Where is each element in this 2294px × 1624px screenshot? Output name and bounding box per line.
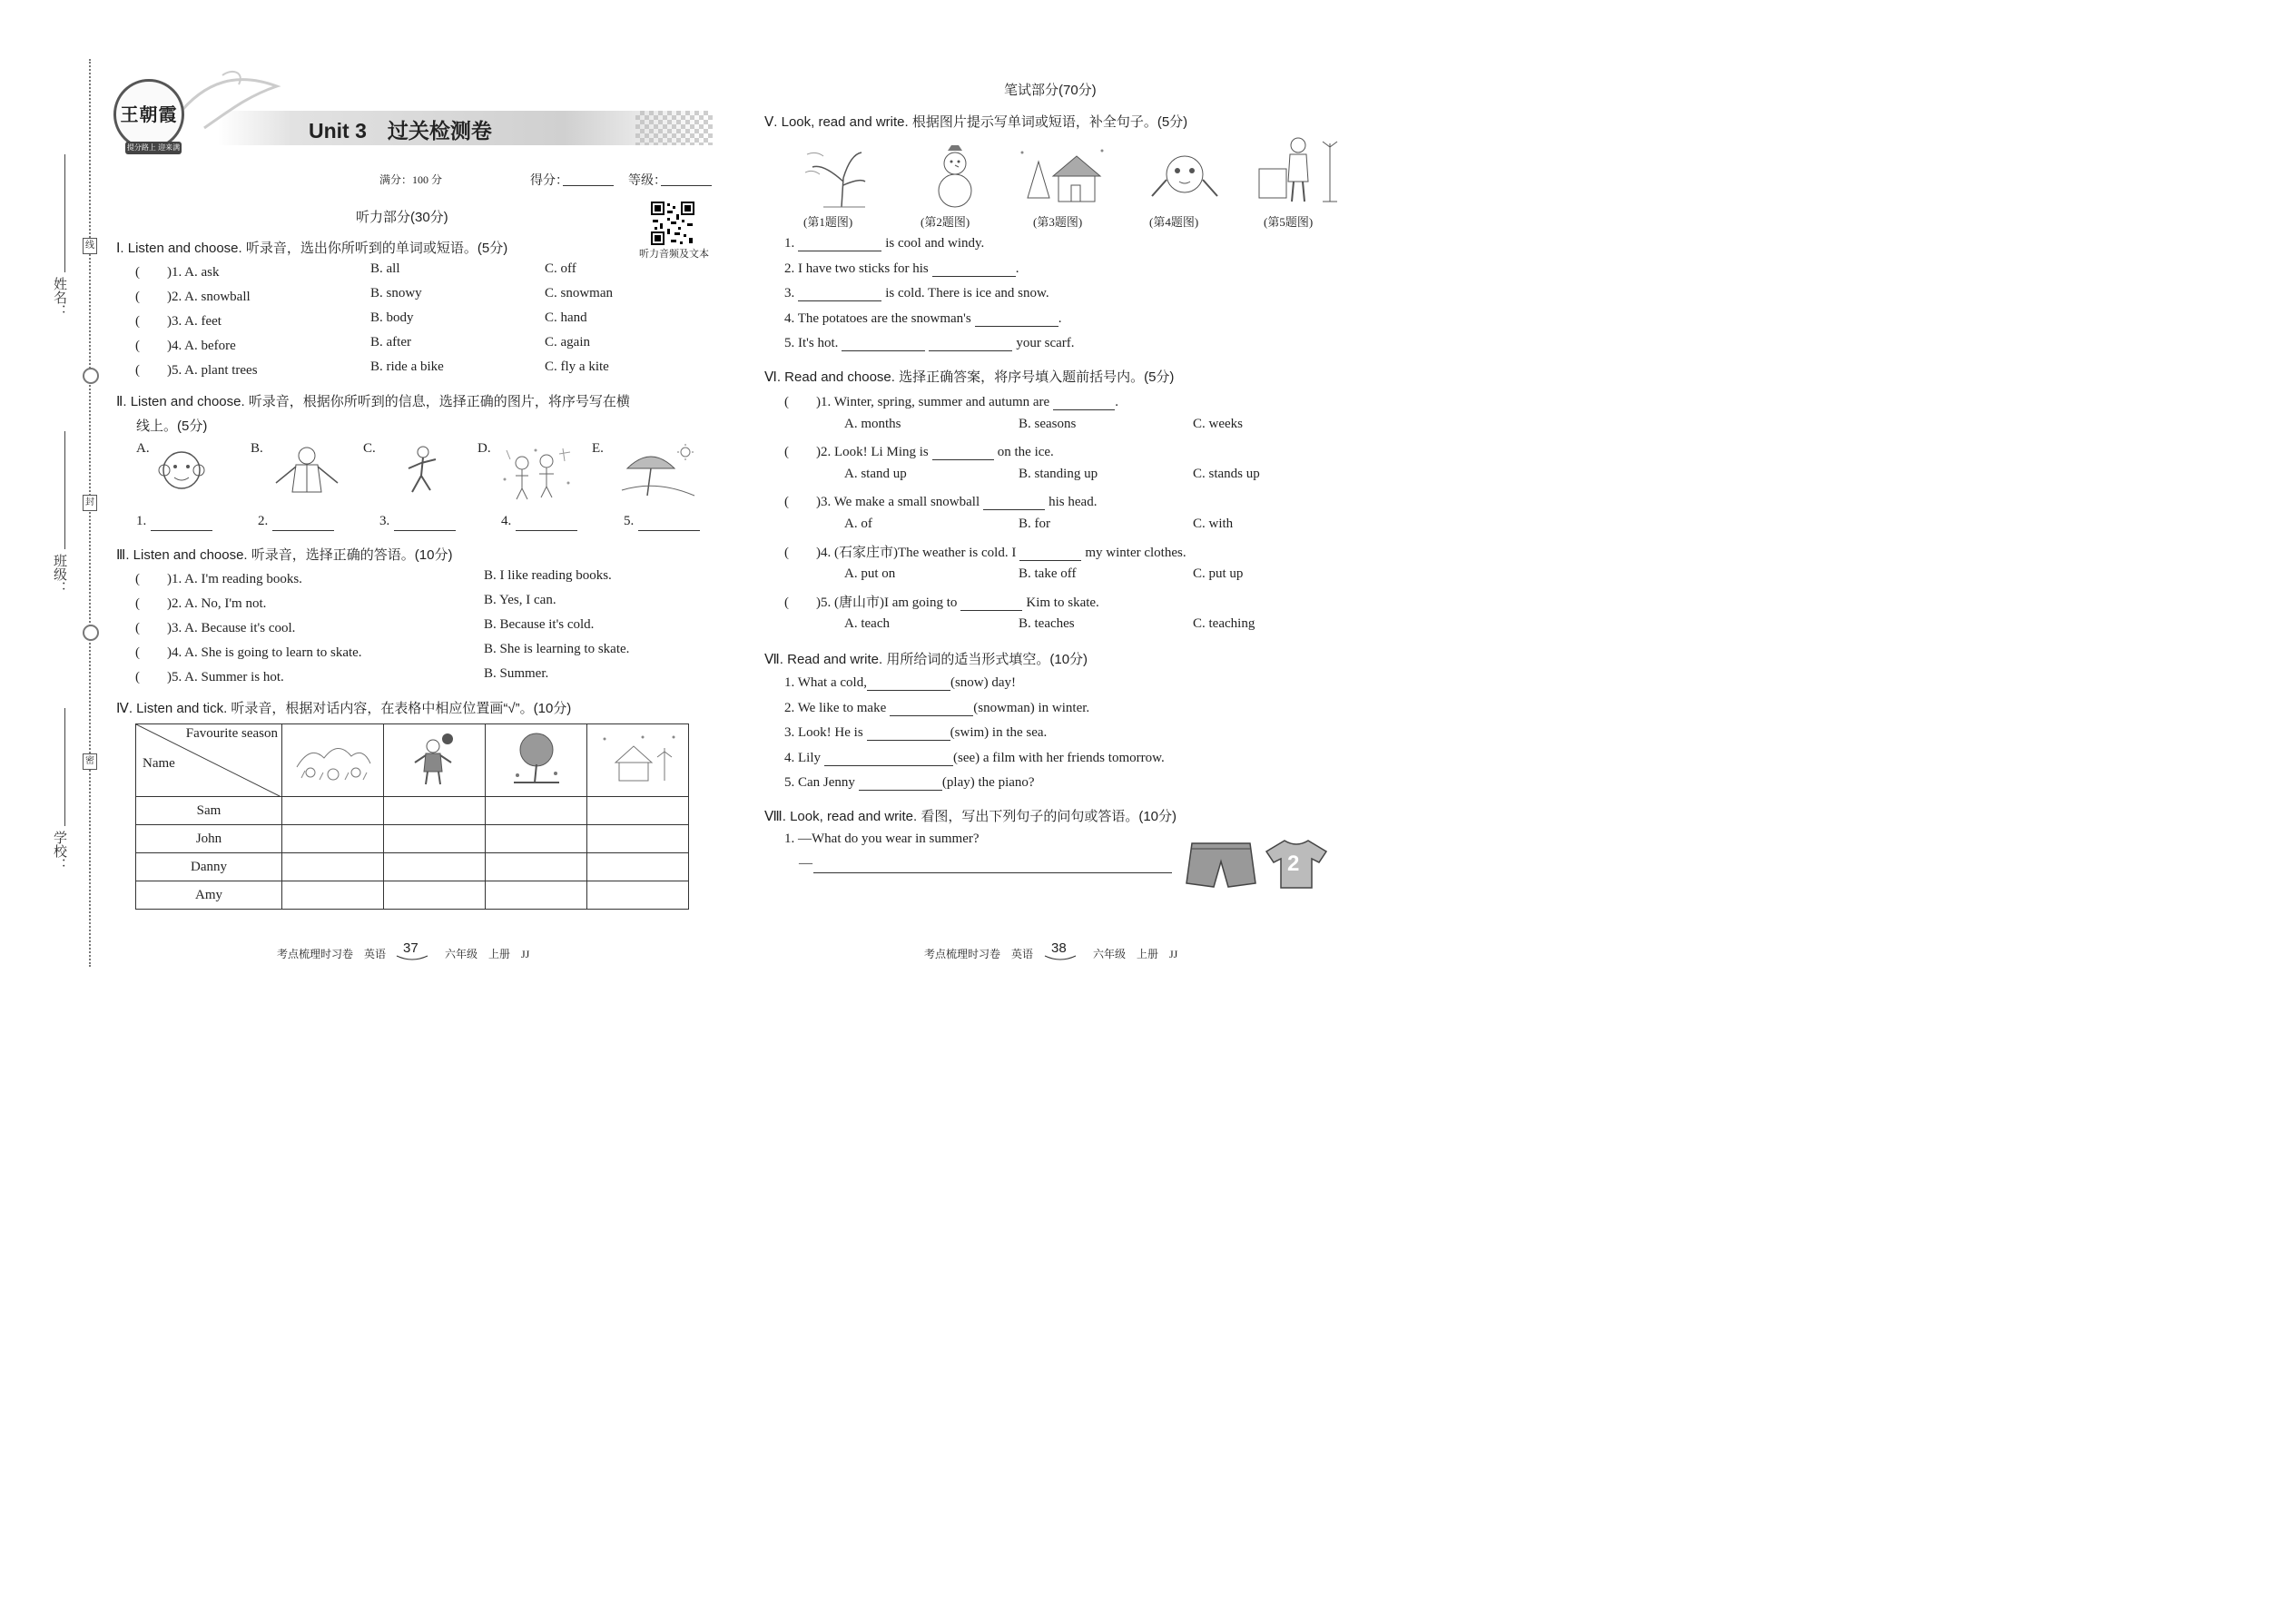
option-a[interactable]: ( )1. A. ask [135,265,220,280]
page-number-left: 37 [403,940,418,956]
grade-label: 等级： [628,172,666,187]
answer-blank[interactable] [960,610,1022,611]
name-cell: Sam [136,797,282,825]
option-b[interactable]: B. for [1019,516,1050,531]
sentence-end: (snowman) in winter. [973,700,1090,715]
autumn-tree-icon [505,730,568,786]
score-field[interactable] [563,185,614,186]
name-cell: Amy [136,881,282,910]
school-label: 学校： [52,831,66,871]
name-blank-line [64,154,65,272]
options-row [784,417,1329,442]
tick-table [135,723,689,910]
stem-start: ( )3. We make a small snowball [784,495,980,510]
answer-blank[interactable] [932,459,994,460]
stem-end: my winter clothes. [1085,545,1186,560]
tick-cell[interactable] [587,881,689,910]
tick-cell[interactable] [587,853,689,881]
tick-cell[interactable] [384,881,486,910]
binding-dotted-line [89,59,91,967]
question-row [784,774,1165,800]
sentence-start: 1. What a cold, [784,675,867,690]
question-row [135,666,716,691]
running-boy-icon [399,445,445,501]
tick-cell[interactable] [486,881,587,910]
tick-cell[interactable] [384,797,486,825]
answer-blank[interactable] [932,276,1016,277]
option-b[interactable]: B. teaches [1019,616,1075,632]
question-1: 1. —What do you wear in summer? [784,832,980,846]
checker-decoration [635,111,713,145]
tick-cell[interactable] [486,797,587,825]
logo-text: 王朝霞 [120,105,178,125]
option-a[interactable]: ( )4. A. She is going to learn to skate. [135,645,362,660]
section-5-title: Ⅴ. Look, read and write. 根据图片提示写单词或短语，补全句子。(5分) [764,114,1188,130]
sentence-end: (play) the piano? [941,775,1035,791]
question-row [135,286,716,310]
sentence-end: is cool and windy. [885,236,985,251]
sentence-end: . [1058,310,1062,326]
question-row [784,700,1165,725]
footer-grade-right: 六年级 上册 JJ [1093,948,1178,960]
sentence-start: 2. I have two sticks for his [784,261,929,276]
score-label: 得分： [530,172,568,187]
option-a[interactable]: A. teach [844,616,890,632]
question-row [135,359,716,384]
question-stem [784,491,1329,517]
sentence-start: 4. Lily [784,750,821,765]
class-blank-line [64,431,65,549]
question-stem [784,391,1329,417]
tick-cell[interactable] [282,853,384,881]
answer-blank[interactable] [516,530,577,531]
summer-boy-icon [408,730,462,786]
stem-start: ( )5. (唐山市)I am going to [784,595,958,610]
sentence-end: (see) a film with her friends tomorrow. [953,750,1165,765]
tick-cell[interactable] [282,825,384,853]
option-a[interactable]: A. months [844,416,901,431]
answer-blank[interactable] [1053,409,1115,410]
answer-number: 4. [501,514,512,528]
sentence-start: 2. We like to make [784,700,887,715]
option-a[interactable]: ( )2. A. No, I'm not. [135,596,267,611]
option-b[interactable]: B. standing up [1019,466,1098,481]
question-row [784,310,1075,336]
table-corner-header [136,724,282,797]
picture-letter: B. [251,441,263,456]
answer-blank[interactable] [824,765,953,766]
picture-letter: C. [363,441,376,456]
answer-blank[interactable] [929,350,1012,351]
question-row [784,724,1165,750]
seal-mark-secret: 密 [83,753,97,770]
option-b[interactable]: B. She is learning to skate. [484,642,630,656]
stem-start: ( )4. (石家庄市)The weather is cold. I [784,545,1017,560]
option-a[interactable]: ( )3. A. feet [135,314,222,329]
sentence-start: 3. [784,286,795,300]
section-5-items [784,235,1075,360]
footer-book-left: 考点梳理时习卷 英语 [277,948,387,960]
option-b[interactable]: B. seasons [1019,416,1077,431]
sentence-start: 4. The potatoes are the snowman's [784,310,971,326]
stem-end: Kim to skate. [1026,595,1099,610]
answer-blank[interactable] [1019,560,1081,561]
book-bracket-icon [1044,955,1077,962]
option-a[interactable]: ( )5. A. Summer is hot. [135,670,284,684]
option-c[interactable]: C. put up [1193,566,1244,582]
corner-bottom-label: Name [143,756,175,771]
option-b[interactable]: B. snowy [370,286,422,300]
stem-start: ( )2. Look! Li Ming is [784,445,929,460]
picture-letter: A. [136,441,150,456]
section-1-items [135,261,716,384]
sentence-end: (swim) in the sea. [950,725,1048,741]
answer-blank[interactable] [394,530,456,531]
question-row [784,750,1165,775]
section-7-items [784,674,1165,800]
grade-field[interactable] [661,185,712,186]
season-column-winter [587,724,689,797]
section-3-items [135,568,716,691]
season-column-spring [282,724,384,797]
winter-house-icon [597,730,679,786]
answer-blank[interactable] [975,326,1058,327]
footer-grade-left: 六年级 上册 JJ [445,948,530,960]
option-c[interactable]: C. snowman [545,286,613,300]
children-snow-icon [499,443,576,505]
question-row [135,261,716,286]
option-a[interactable]: ( )5. A. plant trees [135,363,258,378]
question-row [135,310,716,335]
section-6-title: Ⅵ. Read and choose. 选择正确答案，将序号填入题前括号内。(5分) [764,369,1175,385]
figure-caption: (第5题图) [1264,215,1314,229]
option-b[interactable]: B. Summer. [484,666,549,681]
sentence-start: 5. It's hot. [784,336,839,350]
sentence-end: (snow) day! [950,675,1017,690]
answer-line[interactable] [813,872,1172,873]
option-c[interactable]: C. fly a kite [545,359,609,374]
question-row [135,568,716,593]
option-c[interactable]: C. off [545,261,576,276]
spring-scene-icon [292,731,374,785]
question-row [135,335,716,359]
option-b[interactable]: B. body [370,310,414,325]
answer-blank[interactable] [867,690,950,691]
qr-caption: 听力音频及文本 [639,249,709,260]
snowman-icon [928,145,982,211]
option-a[interactable]: A. stand up [844,466,907,481]
sentence-start: 1. [784,236,795,251]
question-row [135,642,716,666]
tick-cell[interactable] [587,825,689,853]
option-a[interactable]: ( )3. A. Because it's cool. [135,621,296,635]
beach-umbrella-icon [620,443,697,505]
sentence-end: . [1015,261,1019,276]
book-bracket-icon [396,955,428,962]
options-row [784,566,1329,592]
question-row [784,235,1075,261]
boy-coat-rack-icon [1257,134,1344,205]
tick-cell[interactable] [486,853,587,881]
windy-tree-icon [805,145,869,209]
section-8-title: Ⅷ. Look, read and write. 看图，写出下列句子的问句或答语。(10分) [764,809,1177,824]
section-6-items [784,391,1329,642]
snowy-house-icon [1015,143,1106,209]
section-4-title: Ⅳ. Listen and tick. 听录音，根据对话内容，在表格中相应位置画“√”。(10分) [116,701,572,716]
earmuffs-face-icon [154,443,209,497]
option-a[interactable]: ( )2. A. snowball [135,290,251,304]
name-label: 姓名： [52,277,66,318]
option-c[interactable]: C. stands up [1193,466,1260,481]
answer-dash: — [799,856,812,871]
question-stem [784,441,1329,467]
page-number-right: 38 [1051,940,1067,956]
section-1-title: Ⅰ. Listen and choose. 听录音，选出你所听到的单词或短语。(5分) [116,241,508,256]
stem-end: . [1115,395,1118,409]
picture-letter: E. [592,441,604,456]
answer-blank[interactable] [272,530,334,531]
name-cell: Danny [136,853,282,881]
option-b[interactable]: B. after [370,335,411,349]
section-2-title-line1: Ⅱ. Listen and choose. 听录音，根据你所听到的信息，选择正确的图片，将序号写在横 [116,394,630,409]
option-c[interactable]: C. teaching [1193,616,1255,632]
seal-mark-line: 线 [83,238,97,254]
answer-blank[interactable] [867,740,950,741]
picture-letter: D. [478,441,491,456]
shorts-icon [1185,840,1257,890]
name-cell: John [136,825,282,853]
tick-cell[interactable] [384,853,486,881]
option-a[interactable]: ( )1. A. I'm reading books. [135,572,302,586]
stem-end: his head. [1049,495,1098,510]
section-7-title: Ⅶ. Read and write. 用所给词的适当形式填空。(10分) [764,652,1088,667]
option-c[interactable]: C. hand [545,310,587,325]
tick-cell[interactable] [282,881,384,910]
section-3-title: Ⅲ. Listen and choose. 听录音，选择正确的答语。(10分) [116,547,453,563]
writing-section-title: 笔试部分(70分) [1004,83,1097,98]
answer-blank[interactable] [842,350,925,351]
corner-top-label: Favourite season [185,726,278,741]
figure-caption: (第4题图) [1149,215,1199,229]
sentence-start: 5. Can Jenny [784,775,855,791]
tick-cell[interactable] [282,797,384,825]
snowman-face-icon [1148,147,1221,207]
options-row [784,616,1329,642]
shirt-number: 2 [1287,851,1300,876]
answer-number: 3. [379,514,390,528]
binding-hole-icon [83,625,99,641]
option-c[interactable]: C. weeks [1193,416,1243,431]
option-b[interactable]: B. ride a bike [370,359,444,374]
listening-section-title: 听力部分(30分) [356,210,448,225]
answer-blank[interactable] [983,509,1045,510]
stem-end: on the ice. [997,445,1054,460]
page-title: Unit 3 过关检测卷 [309,119,492,143]
binding-hole-icon [83,368,99,384]
school-blank-line [64,708,65,826]
option-b[interactable]: B. I like reading books. [484,568,612,583]
option-a[interactable]: A. put on [844,566,896,582]
figure-caption: (第2题图) [921,215,970,229]
answer-blank[interactable] [890,715,973,716]
answer-blank[interactable] [798,300,881,301]
stem-start: ( )1. Winter, spring, summer and autumn are [784,395,1050,409]
option-b[interactable]: B. all [370,261,400,276]
option-b[interactable]: B. Because it's cold. [484,617,595,632]
class-label: 班级： [52,554,66,595]
question-row [135,617,716,642]
season-column-autumn [486,724,587,797]
figure-caption: (第1题图) [803,215,853,229]
logo-ribbon: 提分路上 迎来满分 [126,143,181,164]
section-2-title-line2: 线上。(5分) [136,418,208,434]
answer-blank[interactable] [638,530,700,531]
tick-cell[interactable] [486,825,587,853]
answer-number: 5. [624,514,635,528]
qr-code-icon[interactable] [651,202,694,245]
question-row [784,261,1075,286]
question-stem [784,592,1329,617]
question-row [135,593,716,617]
sentence-end: is cold. There is ice and snow. [885,286,1049,300]
option-c[interactable]: C. again [545,335,590,349]
question-row [784,335,1075,360]
options-row [784,467,1329,492]
question-row [784,674,1165,700]
answer-blank[interactable] [859,790,942,791]
option-a[interactable]: ( )4. A. before [135,339,236,353]
tick-cell[interactable] [587,797,689,825]
options-row [784,517,1329,542]
tick-cell[interactable] [384,825,486,853]
sentence-start: 3. Look! He is [784,725,863,741]
seal-mark-seal: 封 [83,495,97,511]
figure-caption: (第3题图) [1033,215,1083,229]
season-column-summer [384,724,486,797]
answer-blank[interactable] [151,530,212,531]
winter-coat-icon [271,445,343,495]
question-stem [784,542,1329,567]
option-b[interactable]: B. take off [1019,566,1077,582]
question-row [784,285,1075,310]
option-b[interactable]: B. Yes, I can. [484,593,556,607]
footer-book-right: 考点梳理时习卷 英语 [924,948,1034,960]
answer-number: 2. [258,514,269,528]
option-c[interactable]: C. with [1193,516,1234,531]
sentence-end: your scarf. [1016,336,1075,350]
full-score: 满分：100 分 [379,173,443,186]
option-a[interactable]: A. of [844,516,872,531]
answer-number: 1. [136,514,147,528]
brand-logo [113,79,184,150]
ribbon-swirl-icon [168,68,286,132]
